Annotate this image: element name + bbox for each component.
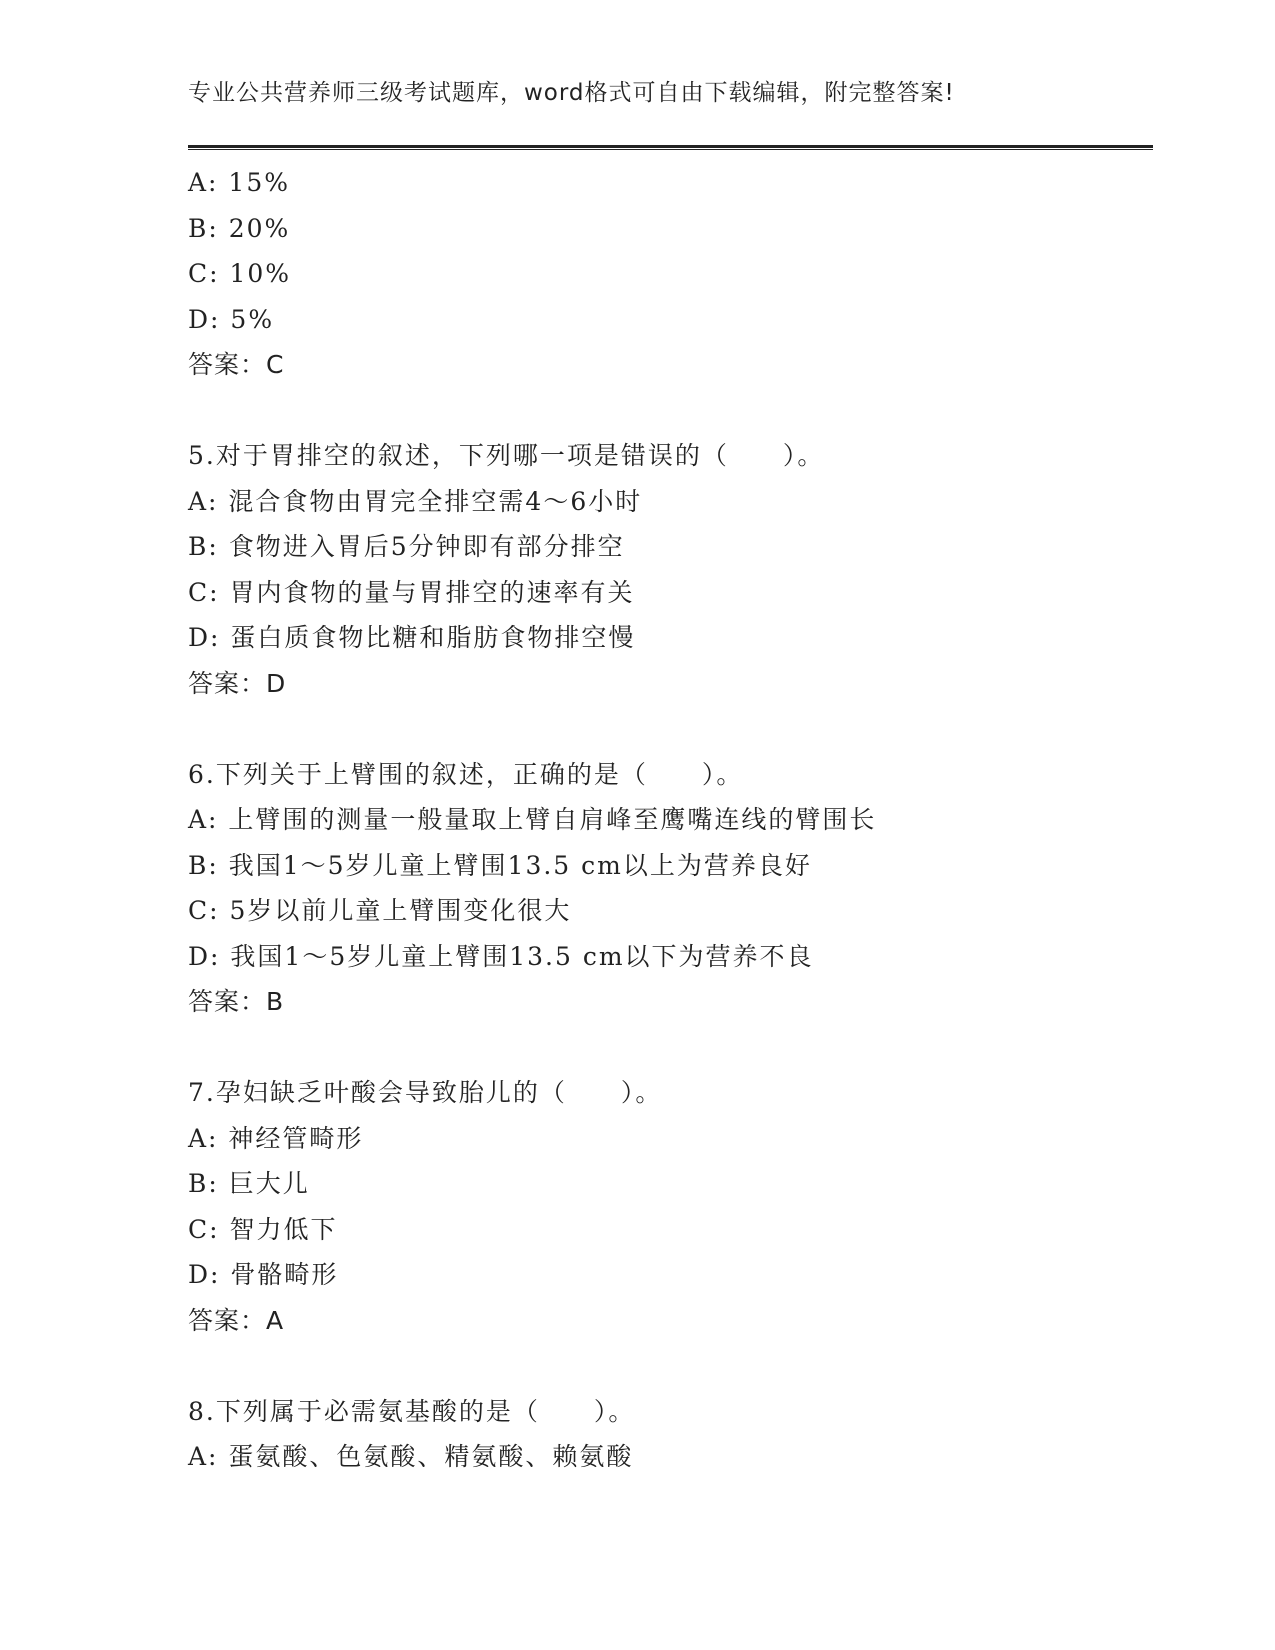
option-line: D: 蛋白质食物比糖和脂肪食物排空慢 — [188, 623, 636, 652]
page-header: 专业公共营养师三级考试题库，word格式可自由下载编辑，附完整答案! — [188, 80, 955, 106]
question-stem: 6.下列关于上臂围的叙述，正确的是（ ）。 — [188, 759, 744, 789]
header-divider — [188, 145, 1153, 150]
option-line: B: 我国1～5岁儿童上臂围13.5 cm以上为营养良好 — [188, 850, 812, 880]
option-line: B: 食物进入胃后5分钟即有部分排空 — [188, 532, 625, 561]
question-8 — [188, 1389, 1148, 1480]
option-line: D: 5% — [188, 304, 275, 334]
option-line: A: 蛋氨酸、色氨酸、精氨酸、赖氨酸 — [188, 1442, 634, 1471]
option-line: C: 智力低下 — [188, 1214, 338, 1244]
option-line: A: 上臂围的测量一般量取上臂自肩峰至鹰嘴连线的臂围长 — [188, 805, 877, 834]
answer-line: 答案：B — [188, 987, 285, 1016]
option-line: D: 骨骼畸形 — [188, 1260, 339, 1289]
option-line: C: 10% — [188, 259, 292, 288]
question-stem: 8.下列属于必需氨基酸的是（ ）。 — [188, 1396, 636, 1426]
question-5 — [188, 433, 1148, 706]
answer-line: 答案：A — [188, 1305, 285, 1335]
option-line: A: 神经管畸形 — [188, 1123, 364, 1153]
question-content — [188, 160, 1148, 1480]
option-line: D: 我国1～5岁儿童上臂围13.5 cm以下为营养不良 — [188, 941, 814, 971]
answer-line: 答案：C — [188, 350, 285, 379]
option-line: C: 胃内食物的量与胃排空的速率有关 — [188, 577, 635, 607]
option-line: A: 15% — [188, 168, 290, 197]
option-line: A: 混合食物由胃完全排空需4～6小时 — [188, 486, 643, 516]
prev-question — [188, 160, 1148, 388]
question-stem: 5.对于胃排空的叙述，下列哪一项是错误的（ ）。 — [188, 441, 825, 470]
question-stem: 7.孕妇缺乏叶酸会导致胎儿的（ ）。 — [188, 1078, 663, 1107]
question-6 — [188, 752, 1148, 1025]
option-line: C: 5岁以前儿童上臂围变化很大 — [188, 896, 572, 925]
option-line: B: 巨大儿 — [188, 1169, 310, 1198]
option-line: B: 20% — [188, 213, 291, 243]
question-7 — [188, 1070, 1148, 1343]
answer-line: 答案：D — [188, 668, 287, 698]
